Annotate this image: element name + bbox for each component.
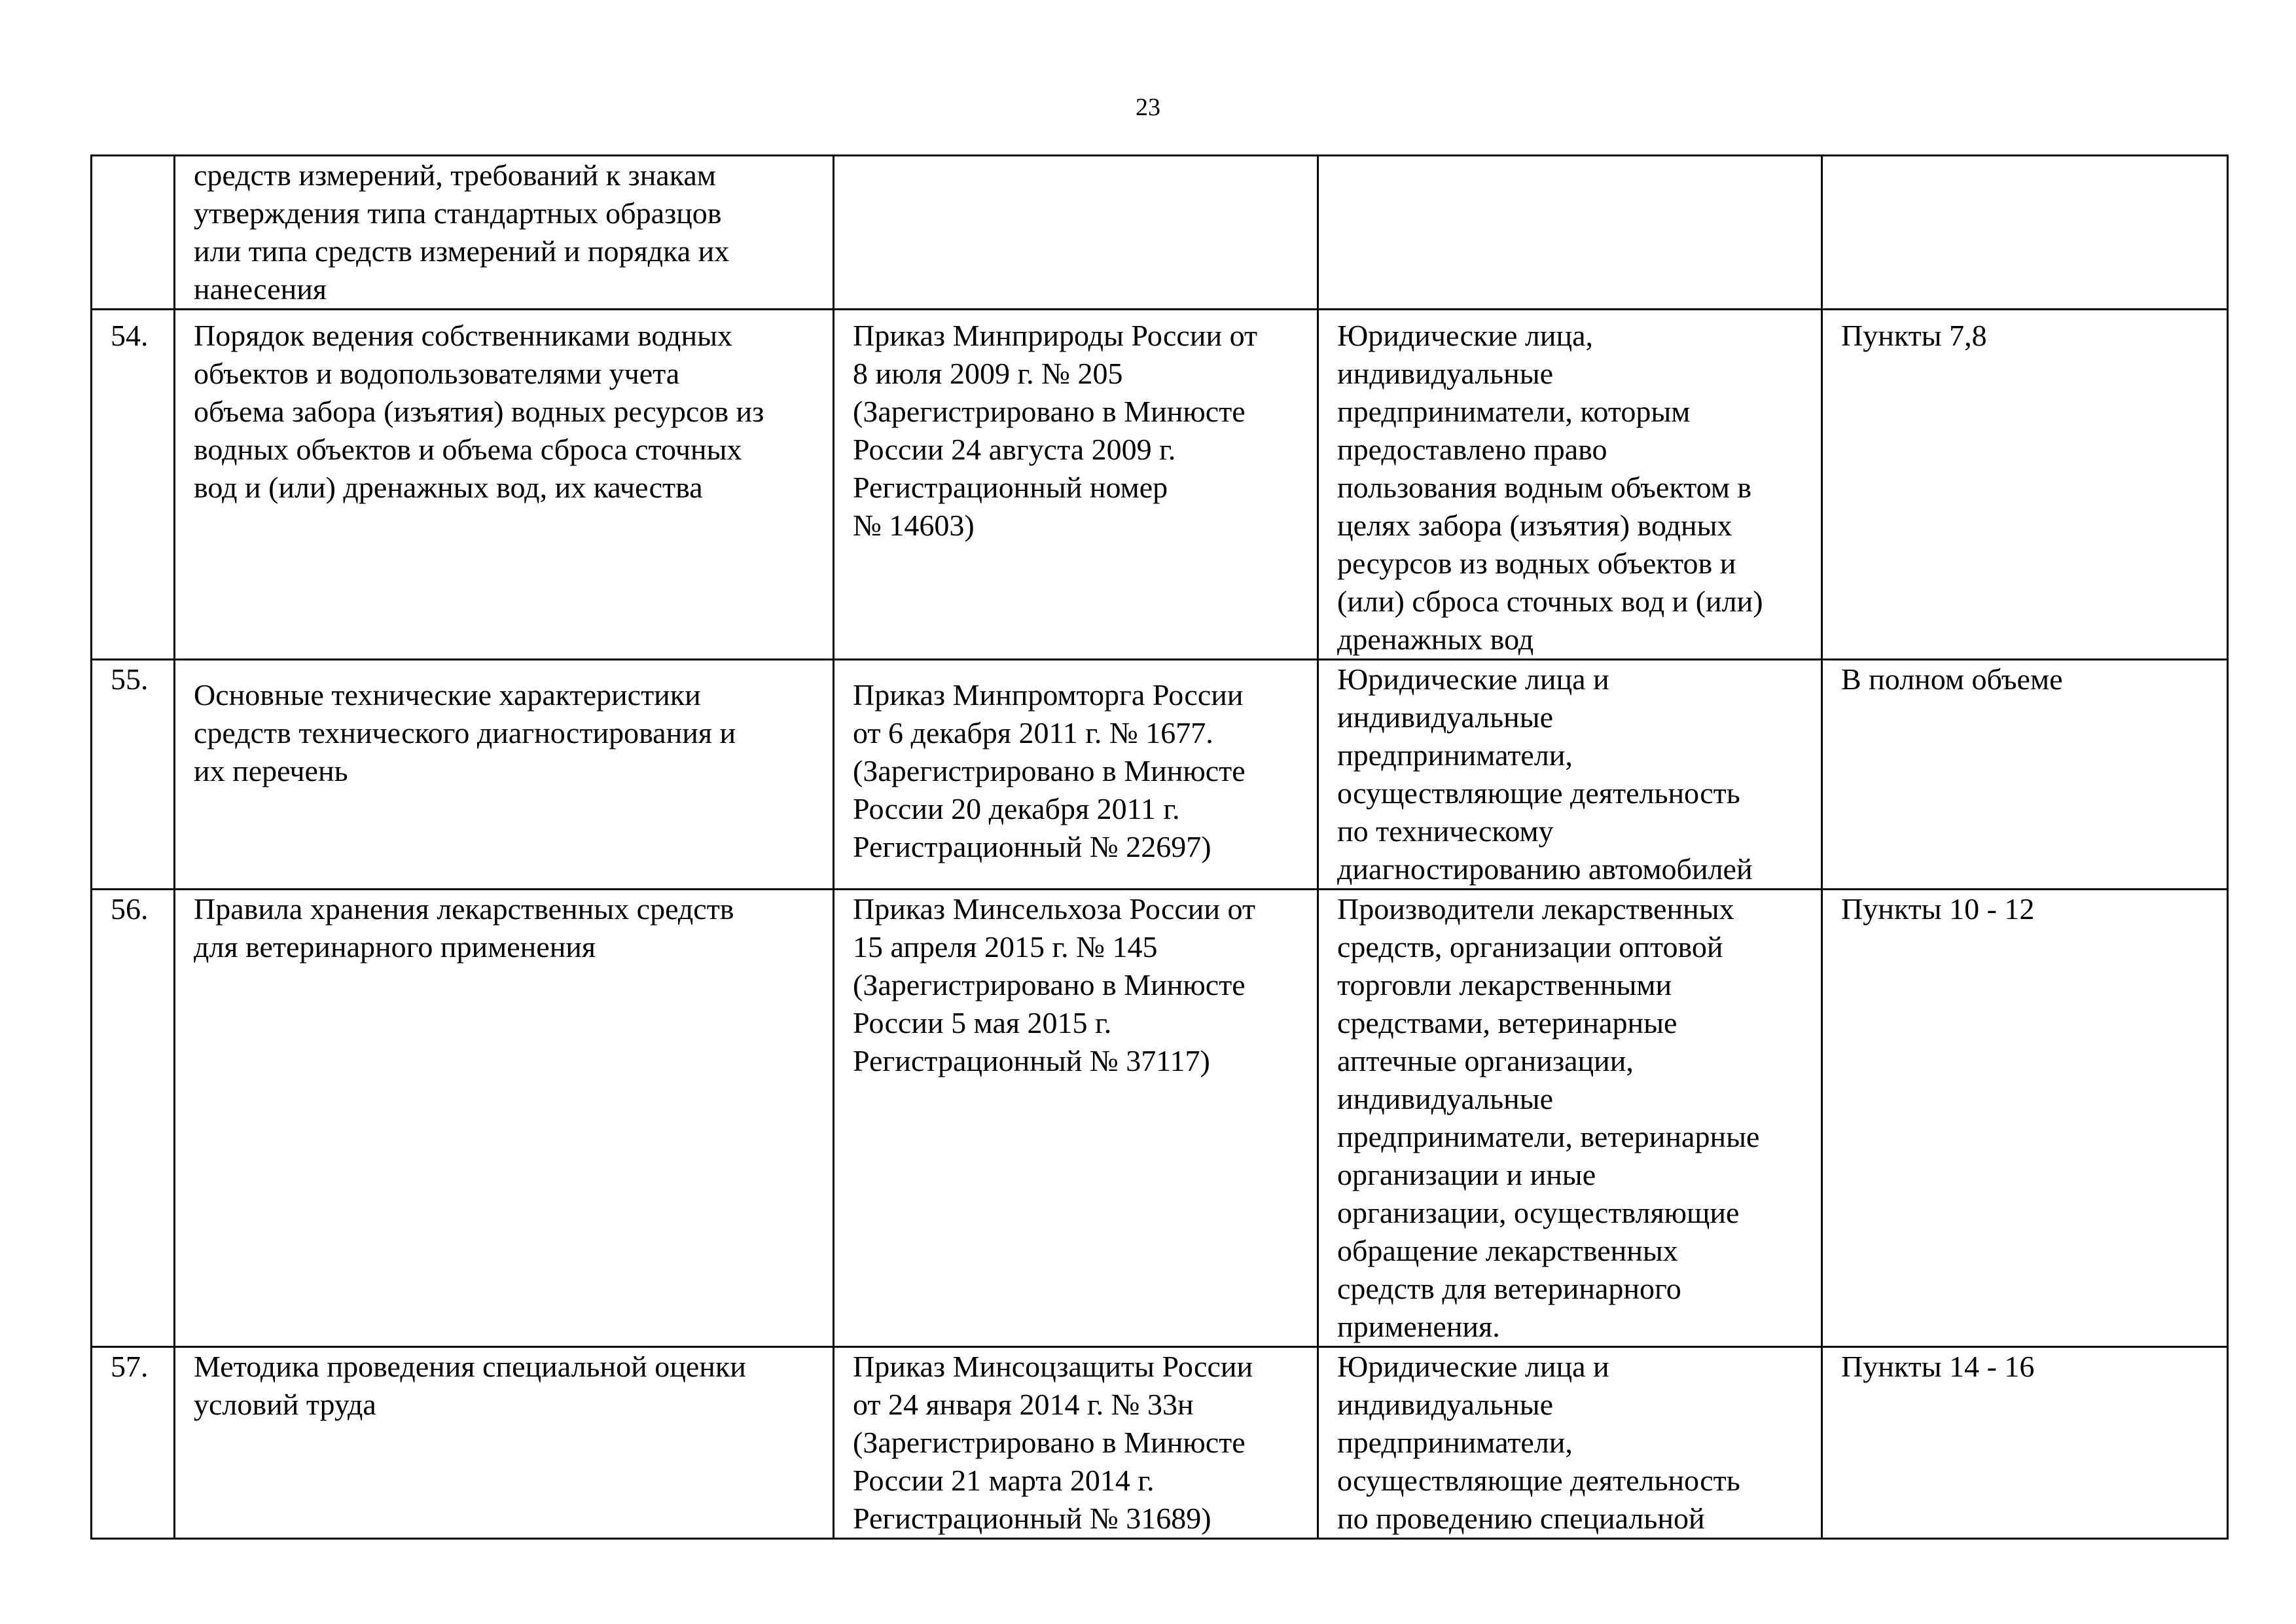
text-line: от 6 декабря 2011 г. № 1677. — [853, 716, 1213, 749]
text-line: России 21 марта 2014 г. — [853, 1464, 1155, 1497]
subjects-cell — [1318, 890, 1822, 1347]
requirement-name-cell — [175, 156, 834, 310]
text-line: 8 июля 2009 г. № 205 — [853, 357, 1123, 390]
text-line: для ветеринарного применения — [194, 930, 596, 964]
scope-text: Пункты 7,8 — [1841, 319, 1987, 352]
text-line: организации, осуществляющие — [1337, 1196, 1740, 1229]
subjects-cell — [1318, 310, 1822, 660]
text-line: средств для ветеринарного — [1337, 1272, 1681, 1305]
text-line: условий труда — [194, 1388, 376, 1421]
text-line: Регистрационный № 22697) — [853, 830, 1211, 863]
text-line: Регистрационный № 37117) — [853, 1044, 1210, 1077]
scope-text: В полном объеме — [1841, 662, 2063, 696]
text-line: Приказ Минсельхоза России от — [853, 892, 1256, 926]
row-number: 56. — [111, 892, 149, 926]
scope-cell — [1822, 1347, 2228, 1539]
requirements-table — [90, 154, 2229, 1540]
text-line: Приказ Минсоцзащиты России — [853, 1350, 1253, 1383]
text-line: вод и (или) дренажных вод, их качества — [194, 471, 703, 504]
row-number-cell — [92, 890, 175, 1347]
text-line: индивидуальные — [1337, 357, 1554, 390]
text-line: предоставлено право — [1337, 433, 1607, 466]
text-line: Юридические лица и — [1337, 1350, 1609, 1383]
text-line: обращение лекарственных — [1337, 1234, 1678, 1267]
requirement-name-cell — [175, 310, 834, 660]
subjects-cell — [1318, 660, 1822, 890]
text-line: средств измерений, требований к знакам — [194, 158, 716, 192]
legal-act-cell — [834, 1347, 1318, 1539]
row-number-cell — [92, 1347, 175, 1539]
legal-act-cell — [834, 890, 1318, 1347]
text-line: утверждения типа стандартных образцов — [194, 196, 722, 230]
text-line: России 5 мая 2015 г. — [853, 1006, 1112, 1039]
requirement-name-cell — [175, 890, 834, 1347]
text-line: средств технического диагностирования и — [194, 716, 736, 749]
text-line: объектов и водопользователями учета — [194, 357, 680, 390]
legal-act-cell — [834, 156, 1318, 310]
text-line: России 20 декабря 2011 г. — [853, 792, 1180, 825]
text-line: № 14603) — [853, 509, 975, 542]
text-line: Приказ Минприроды России от — [853, 319, 1258, 352]
table-row — [92, 1347, 2228, 1539]
page-number: 23 — [1136, 94, 1160, 121]
text-line: от 24 января 2014 г. № 33н — [853, 1388, 1194, 1421]
text-line: дренажных вод — [1337, 623, 1534, 656]
text-line: предприниматели, ветеринарные — [1337, 1120, 1760, 1153]
scope-cell — [1822, 156, 2228, 310]
scope-cell — [1822, 890, 2228, 1347]
text-line: применения. — [1337, 1310, 1500, 1343]
requirement-name-cell — [175, 1347, 834, 1539]
text-line: водных объектов и объема сброса сточных — [194, 433, 742, 466]
legal-act-cell — [834, 310, 1318, 660]
text-line: по техническому — [1337, 814, 1554, 848]
text-line: целях забора (изъятия) водных — [1337, 509, 1732, 542]
text-line: осуществляющие деятельность — [1337, 1464, 1740, 1497]
table-row — [92, 890, 2228, 1347]
text-line: или типа средств измерений и порядка их — [194, 234, 730, 268]
text-line: (Зарегистрировано в Минюсте — [853, 1426, 1246, 1459]
scope-cell — [1822, 310, 2228, 660]
text-line: пользования водным объектом в — [1337, 471, 1752, 504]
text-line: Производители лекарственных — [1337, 892, 1734, 926]
text-line: объема забора (изъятия) водных ресурсов из — [194, 395, 764, 428]
text-line: Основные технические характеристики — [194, 678, 701, 712]
text-line: ресурсов из водных объектов и — [1337, 547, 1736, 580]
text-line: средств, организации оптовой — [1337, 930, 1723, 964]
text-line: торговли лекарственными — [1337, 968, 1672, 1001]
text-line: предприниматели, которым — [1337, 395, 1691, 428]
table-row — [92, 660, 2228, 890]
text-line: (или) сброса сточных вод и (или) — [1337, 585, 1763, 618]
text-line: Приказ Минпромторга России — [853, 678, 1244, 712]
text-line: (Зарегистрировано в Минюсте — [853, 968, 1246, 1001]
text-line: предприниматели, — [1337, 738, 1573, 772]
text-line: (Зарегистрировано в Минюсте — [853, 395, 1246, 428]
text-line: Юридические лица, — [1337, 319, 1594, 352]
text-line: индивидуальные — [1337, 700, 1554, 734]
text-line: организации и иные — [1337, 1158, 1596, 1191]
text-line: осуществляющие деятельность — [1337, 776, 1740, 810]
table-row-continuation — [92, 156, 2228, 310]
row-number-cell — [92, 156, 175, 310]
text-line: (Зарегистрировано в Минюсте — [853, 754, 1246, 787]
text-line: Регистрационный № 31689) — [853, 1502, 1211, 1535]
text-line: по проведению специальной — [1337, 1502, 1705, 1535]
row-number: 57. — [111, 1350, 149, 1383]
scope-text: Пункты 10 - 12 — [1841, 892, 2035, 926]
text-line: индивидуальные — [1337, 1388, 1554, 1421]
text-line: Юридические лица и — [1337, 662, 1609, 696]
requirement-name-cell — [175, 660, 834, 890]
subjects-cell — [1318, 156, 1822, 310]
scope-cell — [1822, 660, 2228, 890]
text-line: Правила хранения лекарственных средств — [194, 892, 734, 926]
text-line: 15 апреля 2015 г. № 145 — [853, 930, 1158, 964]
text-line: средствами, ветеринарные — [1337, 1006, 1677, 1039]
text-line: аптечные организации, — [1337, 1044, 1634, 1077]
text-line: диагностированию автомобилей — [1337, 852, 1753, 886]
row-number: 54. — [111, 319, 149, 352]
subjects-cell — [1318, 1347, 1822, 1539]
row-number-cell — [92, 310, 175, 660]
scope-text: Пункты 14 - 16 — [1841, 1350, 2035, 1383]
text-line: нанесения — [194, 272, 327, 306]
text-line: России 24 августа 2009 г. — [853, 433, 1176, 466]
text-line: их перечень — [194, 754, 348, 787]
text-line: Методика проведения специальной оценки — [194, 1350, 746, 1383]
table-row — [92, 310, 2228, 660]
row-number: 55. — [111, 662, 149, 696]
row-number-cell — [92, 660, 175, 890]
text-line: предприниматели, — [1337, 1426, 1573, 1459]
text-line: Порядок ведения собственниками водных — [194, 319, 732, 352]
text-line: индивидуальные — [1337, 1082, 1554, 1115]
text-line: Регистрационный номер — [853, 471, 1168, 504]
legal-act-cell — [834, 660, 1318, 890]
